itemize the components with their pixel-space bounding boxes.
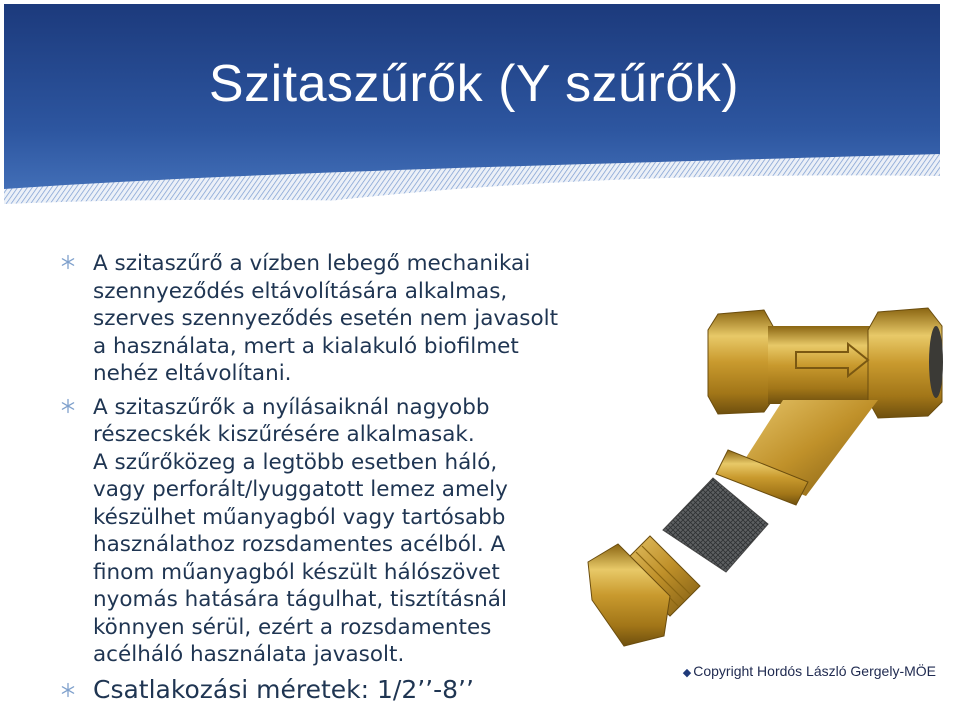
bullet-item [60,250,580,388]
bullet-text: A szitaszűrő a vízben lebegő mechanikai szennyeződés eltávolítására alkalmas, szerves szennyeződés esetén nem javasolt a használata, mert a kialakuló biofilmet nehéz eltávolítani. [93,251,559,386]
slide-title: Szitaszűrők (Y szűrők) [208,55,740,113]
bullet-list [60,250,580,711]
diamond-icon: ◆ [682,667,692,679]
bullet-text: A szitaszűrők a nyílásaiknál nagyobb részecskék kiszűrésére alkalmasak. A szűrőközeg a legtöbb esetben háló, vagy perforált/lyuggatott lemez amely készülhet műanyagból vagy tartósabb használathoz rozsdamentes acélból. A finom műanyagból készült hálószövet nyomás hatására tágulhat, tisztításnál könnyen sérül, ezért a rozsdamentes acélháló használata javasolt. [93,394,508,667]
asterisk-bullet-icon [60,682,76,698]
bullet-text: Csatlakozási méretek: 1/2’’-8’’ [93,674,474,704]
asterisk-bullet-icon [60,398,76,414]
copyright-notice [683,663,936,679]
y-strainer-photo [578,300,958,650]
title-banner [4,4,940,214]
bullet-item [60,675,580,705]
copyright-text: Copyright Hordós László Gergely-MÖE [693,663,936,679]
bullet-item [60,394,580,669]
asterisk-bullet-icon [60,254,76,270]
